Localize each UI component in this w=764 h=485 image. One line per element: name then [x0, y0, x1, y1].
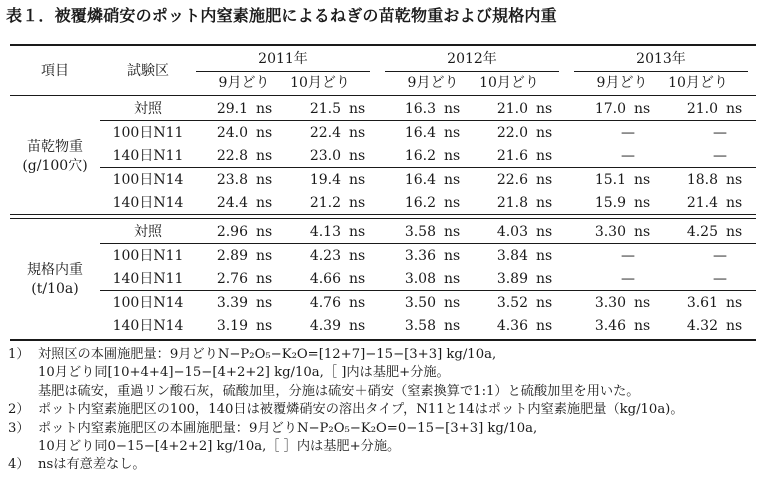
significance-mark: ns — [256, 101, 273, 117]
significance-mark: ns — [444, 247, 461, 264]
plot-name: 対照 — [134, 101, 162, 117]
no-data-dash: — — [713, 124, 727, 141]
significance-mark: ns — [444, 294, 461, 311]
value-cell: 4.13 — [309, 224, 341, 240]
value-cell: 16.2 — [404, 148, 436, 165]
value-cell: 21.0 — [686, 101, 718, 117]
significance-mark: ns — [726, 171, 743, 188]
sub-header-2-1: 9月どり — [407, 75, 459, 91]
footnote-number: 3） — [8, 420, 30, 436]
value-cell: 23.0 — [309, 148, 341, 165]
significance-mark: ns — [536, 224, 553, 240]
value-cell: 3.36 — [404, 247, 436, 264]
value-cell: 16.2 — [404, 195, 436, 212]
plot-name: 140日N11 — [112, 148, 184, 165]
value-cell: 3.89 — [496, 271, 528, 288]
sub-header-2-2: 10月どり — [479, 75, 539, 91]
significance-mark: ns — [256, 318, 273, 335]
value-cell: 3.58 — [404, 224, 436, 240]
no-data-dash: — — [713, 148, 727, 165]
significance-mark: ns — [444, 195, 461, 212]
section-divider-rule-2 — [10, 218, 756, 219]
footnote-line: 基肥は硫安，重過リン酸石灰，硫酸加里，分施は硫安＋硝安（窒素換算で1:1）と硫酸加里を用いた。 — [38, 383, 640, 399]
footnote — [8, 420, 758, 457]
significance-mark: ns — [349, 247, 366, 264]
column-header-item: 項目 — [41, 63, 69, 79]
value-cell: 4.32 — [686, 318, 718, 335]
footnote-number: 1） — [8, 347, 30, 362]
footnote-number: 4） — [8, 457, 30, 473]
significance-mark: ns — [256, 148, 273, 165]
significance-mark: ns — [634, 318, 651, 335]
value-cell: 3.30 — [594, 224, 626, 240]
value-cell: 22.8 — [216, 148, 248, 165]
significance-mark: ns — [536, 195, 553, 212]
value-cell: 3.52 — [496, 294, 528, 311]
no-data-dash: — — [621, 124, 635, 141]
significance-mark: ns — [444, 148, 461, 165]
no-data-dash: — — [713, 247, 727, 264]
footnote — [8, 346, 758, 401]
significance-mark: ns — [536, 318, 553, 335]
significance-mark: ns — [726, 195, 743, 212]
footnote — [8, 456, 758, 474]
value-cell: 2.96 — [216, 224, 248, 240]
value-cell: 2.76 — [216, 271, 248, 288]
significance-mark: ns — [726, 224, 743, 240]
significance-mark: ns — [349, 124, 366, 141]
table-title: 表１．被覆燐硝安のポット内窒素施肥によるねぎの苗乾物重および規格内重 — [6, 6, 557, 25]
significance-mark: ns — [634, 171, 651, 188]
plot-name: 140日N14 — [112, 195, 184, 212]
sub-header-3-1: 9月どり — [596, 75, 648, 91]
no-data-dash: — — [621, 148, 635, 165]
significance-mark: ns — [256, 224, 273, 240]
footnotes — [8, 346, 758, 475]
significance-mark: ns — [536, 247, 553, 264]
significance-mark: ns — [536, 148, 553, 165]
value-cell: 21.8 — [496, 195, 528, 212]
section-label-line: 規格内重 — [27, 262, 83, 279]
value-cell: 4.25 — [686, 224, 718, 240]
value-cell: 29.1 — [216, 101, 248, 117]
significance-mark: ns — [536, 294, 553, 311]
significance-mark: ns — [444, 318, 461, 335]
significance-mark: ns — [634, 224, 651, 240]
significance-mark: ns — [349, 318, 366, 335]
plot-name: 対照 — [134, 224, 162, 240]
footnote-line: 10月どり同[10+4+4]−15−[4+2+2] kg/10a,［ ]内は基肥+分施。 — [38, 365, 450, 381]
significance-mark: ns — [444, 224, 461, 240]
value-cell: 21.5 — [309, 101, 341, 117]
plot-name: 100日N11 — [112, 124, 184, 141]
value-cell: 15.9 — [594, 195, 626, 212]
sub-header-1-1: 9月どり — [218, 75, 270, 91]
significance-mark: ns — [349, 171, 366, 188]
significance-mark: ns — [256, 195, 273, 212]
plot-name: 100日N11 — [112, 247, 184, 264]
value-cell: 21.4 — [686, 195, 718, 212]
value-cell: 2.89 — [216, 247, 248, 264]
value-cell: 22.6 — [496, 171, 528, 188]
footnote-line: ポット内窒素施肥区の100，140日は被覆燐硝安の溶出タイプ，N11と14はポット内窒素施肥量（kg/10a)。 — [38, 402, 684, 418]
sub-header-1-2: 10月どり — [290, 75, 350, 91]
plot-name: 140日N11 — [112, 271, 184, 288]
significance-mark: ns — [349, 195, 366, 212]
significance-mark: ns — [536, 271, 553, 288]
footnote-number: 2） — [8, 402, 30, 418]
significance-mark: ns — [536, 124, 553, 141]
plot-name: 100日N14 — [112, 294, 184, 311]
value-cell: 21.6 — [496, 148, 528, 165]
significance-mark: ns — [726, 101, 743, 117]
value-cell: 24.0 — [216, 124, 248, 141]
plot-name: 140日N14 — [112, 318, 184, 335]
table-bottom-rule — [10, 339, 756, 341]
value-cell: 16.4 — [404, 171, 436, 188]
value-cell: 22.4 — [309, 124, 341, 141]
section-label-line: 苗乾物重 — [27, 139, 83, 156]
significance-mark: ns — [349, 271, 366, 288]
value-cell: 3.84 — [496, 247, 528, 264]
value-cell: 3.61 — [686, 294, 718, 311]
value-cell: 3.19 — [216, 318, 248, 335]
footnote — [8, 401, 758, 419]
significance-mark: ns — [444, 171, 461, 188]
value-cell: 21.2 — [309, 195, 341, 212]
significance-mark: ns — [256, 124, 273, 141]
significance-mark: ns — [256, 294, 273, 311]
year-header-2: 2012年 — [447, 51, 497, 67]
value-cell: 3.30 — [594, 294, 626, 311]
sub-header-3-2: 10月どり — [668, 75, 728, 91]
footnote-line: nsは有意差なし。 — [38, 457, 146, 473]
value-cell: 4.23 — [309, 247, 341, 264]
section-label — [10, 261, 100, 299]
value-cell: 18.8 — [686, 171, 718, 188]
significance-mark: ns — [634, 294, 651, 311]
value-cell: 24.4 — [216, 195, 248, 212]
significance-mark: ns — [634, 195, 651, 212]
significance-mark: ns — [349, 224, 366, 240]
section-label-line: (g/100穴) — [22, 158, 88, 175]
value-cell: 3.46 — [594, 318, 626, 335]
no-data-dash: — — [621, 247, 635, 264]
significance-mark: ns — [726, 294, 743, 311]
significance-mark: ns — [634, 101, 651, 117]
value-cell: 16.3 — [404, 101, 436, 117]
significance-mark: ns — [349, 101, 366, 117]
column-header-plot: 試験区 — [127, 63, 169, 79]
significance-mark: ns — [444, 124, 461, 141]
significance-mark: ns — [536, 101, 553, 117]
value-cell: 4.76 — [309, 294, 341, 311]
value-cell: 3.50 — [404, 294, 436, 311]
significance-mark: ns — [726, 318, 743, 335]
significance-mark: ns — [256, 271, 273, 288]
significance-mark: ns — [349, 294, 366, 311]
no-data-dash: — — [713, 271, 727, 288]
value-cell: 15.1 — [594, 171, 626, 188]
significance-mark: ns — [256, 171, 273, 188]
value-cell: 4.39 — [309, 318, 341, 335]
section-label-line: (t/10a) — [31, 281, 79, 298]
year-header-3: 2013年 — [636, 51, 686, 67]
value-cell: 3.08 — [404, 271, 436, 288]
significance-mark: ns — [536, 171, 553, 188]
footnote-line: 対照区の本圃施肥量：9月どりN−P₂O₅−K₂O=[12+7]−15−[3+3] kg/10a, — [38, 347, 497, 362]
value-cell: 22.0 — [496, 124, 528, 141]
year-header-1: 2011年 — [258, 51, 308, 67]
value-cell: 3.39 — [216, 294, 248, 311]
value-cell: 3.58 — [404, 318, 436, 335]
value-cell: 19.4 — [309, 171, 341, 188]
header-bottom-rule — [10, 95, 756, 96]
value-cell: 21.0 — [496, 101, 528, 117]
value-cell: 16.4 — [404, 124, 436, 141]
value-cell: 4.03 — [496, 224, 528, 240]
value-cell: 23.8 — [216, 171, 248, 188]
table-top-rule — [10, 44, 756, 46]
section-label — [10, 138, 100, 176]
plot-name: 100日N14 — [112, 171, 184, 188]
significance-mark: ns — [256, 247, 273, 264]
no-data-dash: — — [621, 271, 635, 288]
footnote-line: ポット内窒素施肥区の本圃施肥量：9月どりN−P₂O₅−K₂O=0−15−[3+3] kg/10a, — [38, 420, 538, 436]
footnote-line: 10月どり同0−15−[4+2+2] kg/10a,［ ］内は基肥+分施。 — [38, 439, 401, 455]
value-cell: 17.0 — [594, 101, 626, 117]
significance-mark: ns — [444, 101, 461, 117]
value-cell: 4.66 — [309, 271, 341, 288]
value-cell: 4.36 — [496, 318, 528, 335]
significance-mark: ns — [444, 271, 461, 288]
significance-mark: ns — [349, 148, 366, 165]
